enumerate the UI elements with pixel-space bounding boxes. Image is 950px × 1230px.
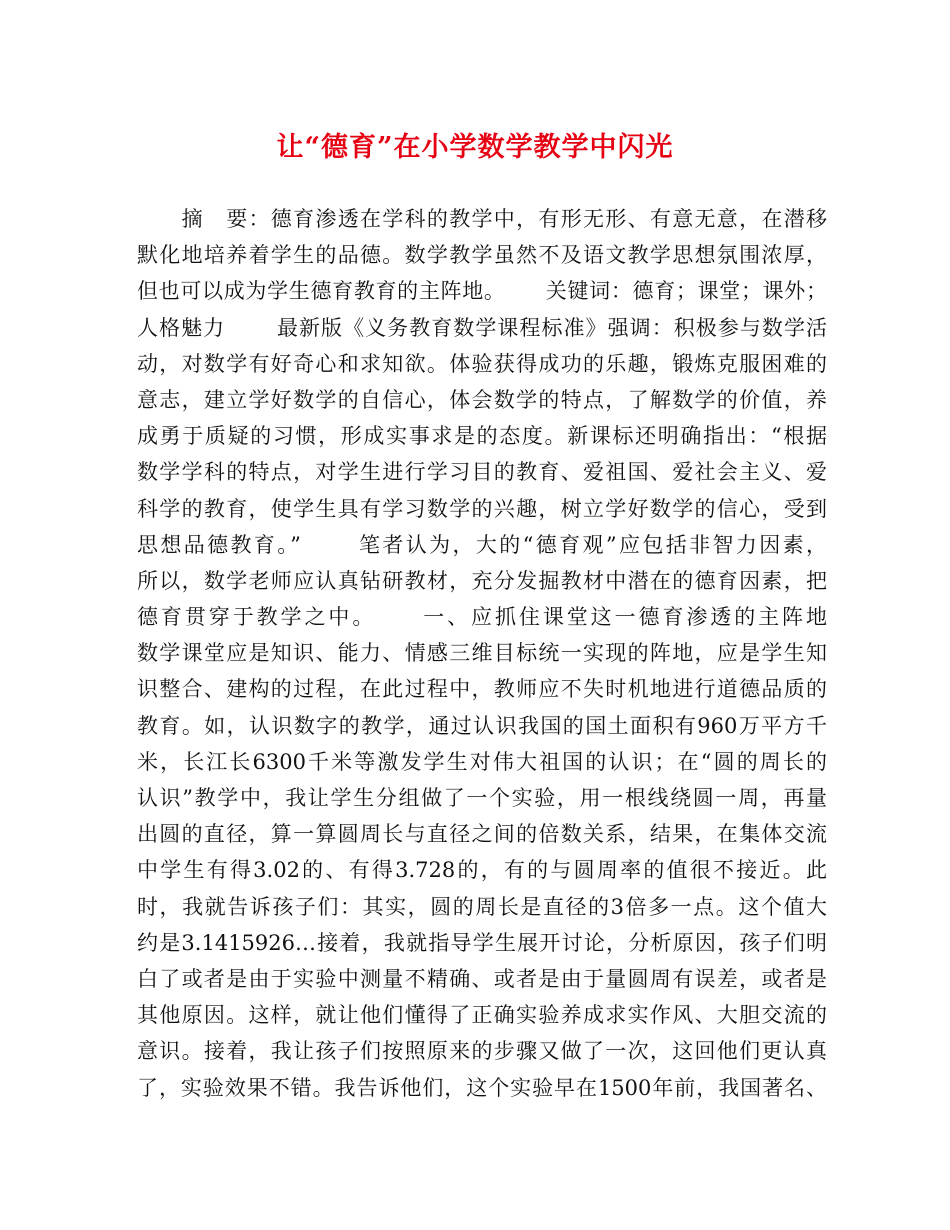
text-line: 其他原因。这样，就让他们懂得了正确实验养成求实作风、大胆交流的: [137, 1003, 827, 1028]
text-line: 认识”教学中，我让学生分组做了一个实验，用一根线绕圆一周，再量: [137, 786, 827, 810]
text-line: 默化地培养着学生的品德。数学教学虽然不及语文教学思想氛围浓厚，: [137, 243, 827, 268]
text-line: 德育贯穿于教学之中。 一、应抓住课堂这一德育渗透的主阵地: [137, 605, 827, 630]
text-line: 数学学科的特点，对学生进行学习目的教育、爱祖国、爱社会主义、爱: [137, 460, 827, 485]
document-body: [137, 201, 827, 1106]
text-line: 出圆的直径，算一算圆周长与直径之间的倍数关系，结果，在集体交流: [137, 822, 827, 847]
text-line: 摘 要：德育渗透在学科的教学中，有形无形、有意无意，在潜移: [137, 207, 827, 231]
text-line: 数学课堂应是知识、能力、情感三维目标统一实现的阵地，应是学生知: [137, 641, 827, 666]
text-line: 所以，数学老师应认真钻研教材，充分发掘教材中潜在的德育因素，把: [137, 568, 827, 593]
text-line: 中学生有得3.02的、有得3.728的，有的与圆周率的值很不接近。此: [137, 858, 827, 883]
text-line: 科学的教育，使学生具有学习数学的兴趣，树立学好数学的信心，受到: [137, 496, 827, 521]
document-title: 让“德育”在小学数学教学中闪光: [276, 132, 674, 163]
text-line: 了，实验效果不错。我告诉他们，这个实验早在1500年前，我国著名、: [137, 1075, 827, 1100]
text-line: 动，对数学有好奇心和求知欲。体验获得成功的乐趣，锻炼克服困难的: [137, 351, 827, 376]
text-line: 意志，建立学好数学的自信心，体会数学的特点，了解数学的价值，养: [137, 387, 827, 412]
text-line: 教育。如，认识数字的教学，通过认识我国的国土面积有960万平方千: [137, 713, 827, 738]
text-line: 识整合、建构的过程，在此过程中，教师应不失时机地进行道德品质的: [137, 677, 827, 702]
text-line: 白了或者是由于实验中测量不精确、或者是由于量圆周有误差，或者是: [137, 966, 827, 991]
text-line: 成勇于质疑的习惯，形成实事求是的态度。新课标还明确指出：“根据: [137, 424, 827, 449]
text-line: 但也可以成为学生德育教育的主阵地。 关键词：德育；课堂；课外；: [137, 279, 827, 304]
text-line: 约是3.1415926…接着，我就指导学生展开讨论，分析原因，孩子们明: [137, 930, 827, 955]
text-line: 意识。接着，我让孩子们按照原来的步骤又做了一次，这回他们更认真: [137, 1039, 827, 1064]
text-line: 米，长江长6300千米等激发学生对伟大祖国的认识；在“圆的周长的: [137, 749, 827, 774]
text-line: 思想品德教育。” 笔者认为，大的“德育观”应包括非智力因素，: [137, 532, 827, 557]
text-line: 时，我就告诉孩子们：其实，圆的周长是直径的3倍多一点。这个值大: [137, 894, 827, 919]
text-line: 人格魅力 最新版《义务教育数学课程标准》强调：积极参与数学活: [137, 315, 827, 340]
